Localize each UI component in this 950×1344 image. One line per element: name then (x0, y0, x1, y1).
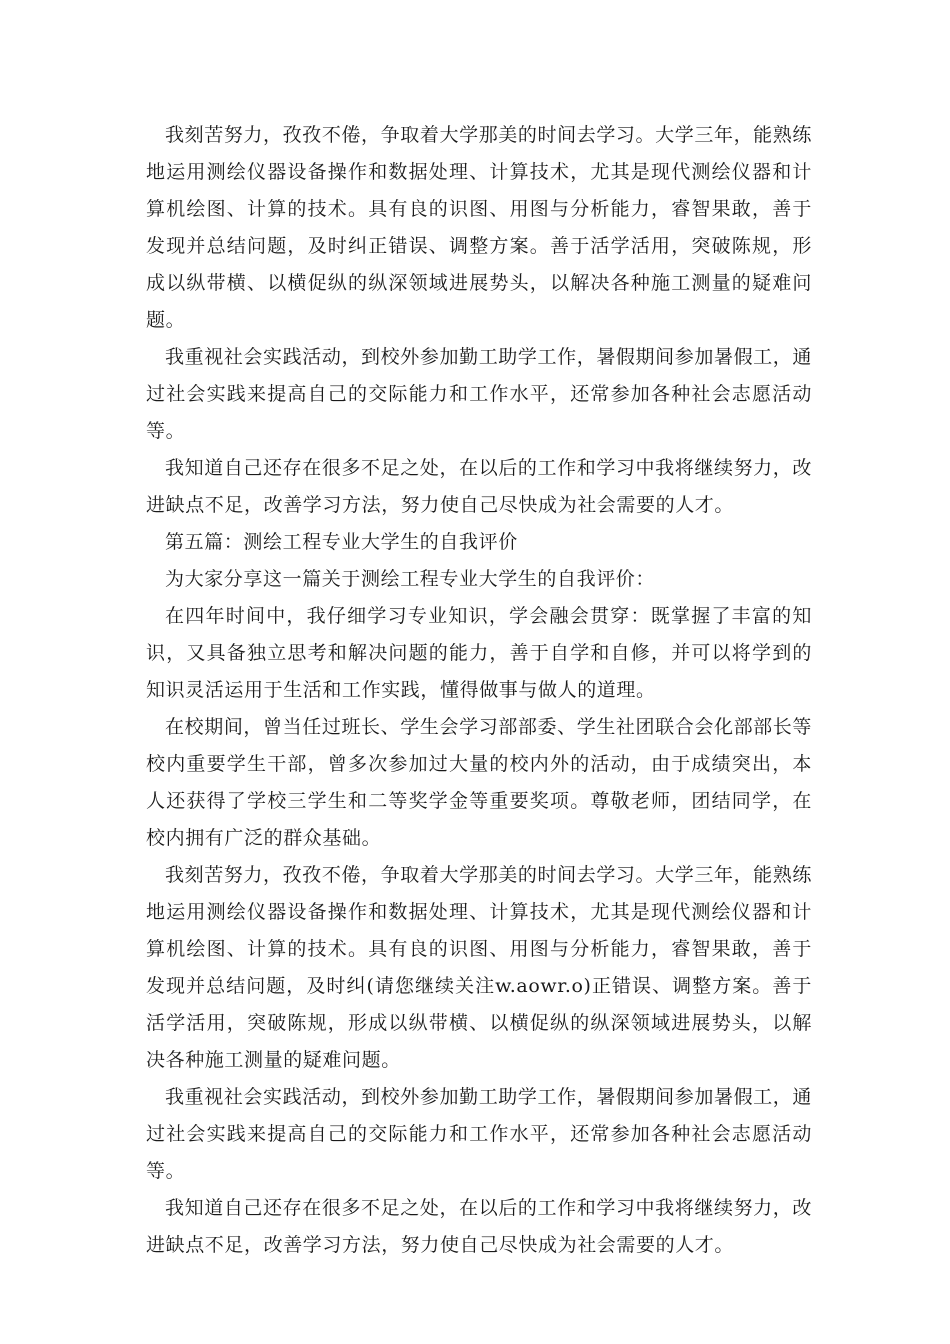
paragraph: 我重视社会实践活动，到校外参加勤工助学工作，暑假期间参加暑假工，通过社会实践来提高自己的交际能力和工作水平，还常参加各种社会志愿活动等。 (146, 1086, 812, 1182)
section-heading: 第五篇：测绘工程专业大学生的自我评价 (165, 531, 518, 553)
paragraph: 我知道自己还存在很多不足之处，在以后的工作和学习中我将继续努力，改进缺点不足，改善学习方法，努力使自己尽快成为社会需要的人才。 (146, 457, 812, 516)
paragraph: 我重视社会实践活动，到校外参加勤工助学工作，暑假期间参加暑假工，通过社会实践来提高自己的交际能力和工作水平，还常参加各种社会志愿活动等。 (146, 346, 812, 442)
paragraph: 在校期间，曾当任过班长、学生会学习部部委、学生社团联合会化部部长等校内重要学生干部，曾多次参加过大量的校内外的活动，由于成绩突出，本人还获得了学校三学生和二等奖学金等重要奖项。尊敬老师，团结同学，在校内拥有广泛的群众基础。 (146, 716, 812, 849)
document-body (146, 117, 812, 1264)
paragraph: 为大家分享这一篇关于测绘工程专业大学生的自我评价： (165, 568, 656, 590)
paragraph: 在四年时间中，我仔细学习专业知识，学会融会贯穿：既掌握了丰富的知识，又具备独立思考和解决问题的能力，善于自学和自修，并可以将学到的知识灵活运用于生活和工作实践，懂得做事与做人的道理。 (146, 605, 812, 701)
paragraph: 我知道自己还存在很多不足之处，在以后的工作和学习中我将继续努力，改进缺点不足，改善学习方法，努力使自己尽快成为社会需要的人才。 (146, 1197, 812, 1256)
paragraph: 我刻苦努力，孜孜不倦，争取着大学那美的时间去学习。大学三年，能熟练地运用测绘仪器设备操作和数据处理、计算技术，尤其是现代测绘仪器和计算机绘图、计算的技术。具有良的识图、用图与分析能力，睿智果敢，善于发现并总结问题，及时纠正错误、调整方案。善于活学活用，突破陈规，形成以纵带横、以横促纵的纵深领域进展势头，以解决各种施工测量的疑难问题。 (146, 124, 812, 331)
paragraph: 我刻苦努力，孜孜不倦，争取着大学那美的时间去学习。大学三年，能熟练地运用测绘仪器设备操作和数据处理、计算技术，尤其是现代测绘仪器和计算机绘图、计算的技术。具有良的识图、用图与分析能力，睿智果敢，善于发现并总结问题，及时纠(请您继续关注w.aowr.o)正错误、调整方案。善于活学活用，突破陈规，形成以纵带横、以横促纵的纵深领域进展势头，以解决各种施工测量的疑难问题。 (146, 864, 812, 1071)
